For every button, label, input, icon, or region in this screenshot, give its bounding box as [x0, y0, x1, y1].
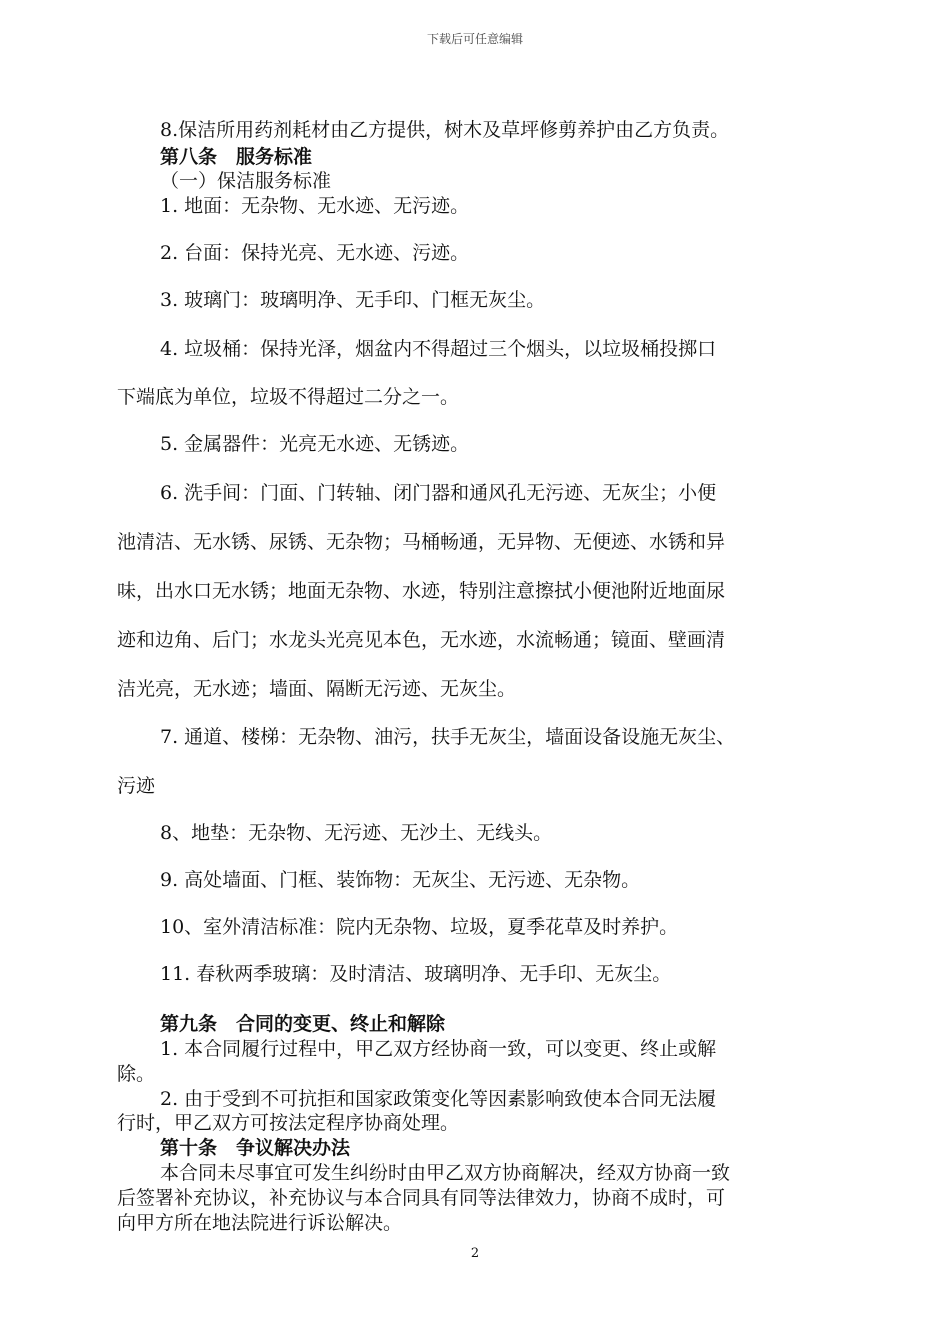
- page-header: 下载后可任意编辑: [426, 32, 523, 46]
- page-number: 2: [470, 1246, 480, 1261]
